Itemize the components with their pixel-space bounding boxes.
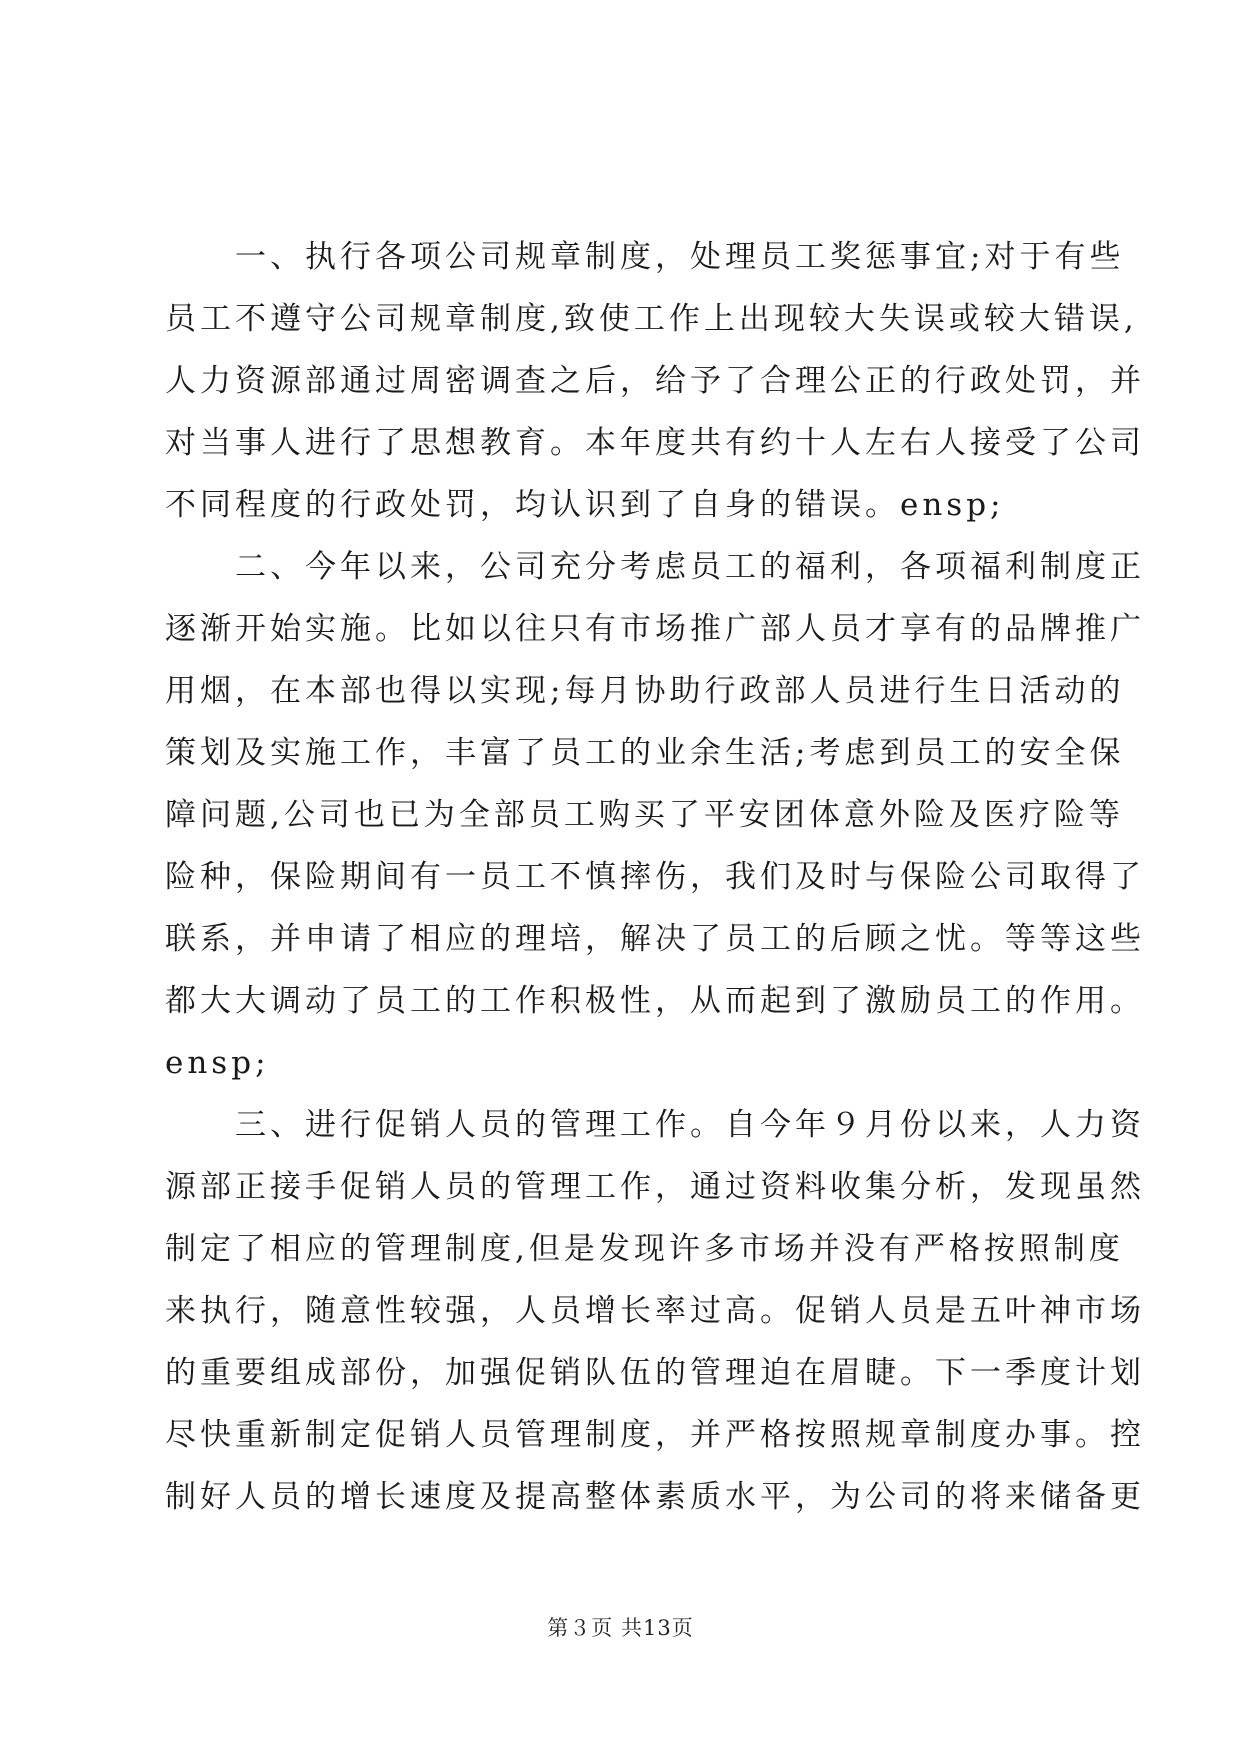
body-text [165, 226, 1145, 1528]
text-line: 对当事人进行了思想教育。本年度共有约十人左右人接受了公司 [165, 425, 1145, 461]
text-line: 不同程度的行政处罚，均认识到了自身的错误。ensp; [165, 487, 1005, 523]
text-line: 一、执行各项公司规章制度，处理员工奖惩事宜;对于有些 [235, 239, 1125, 275]
text-line: 制好人员的增长速度及提高整体素质水平，为公司的将来储备更 [165, 1479, 1145, 1515]
text-line: 制定了相应的管理制度,但是发现许多市场并没有严格按照制度 [165, 1231, 1124, 1267]
text-line: 逐渐开始实施。比如以往只有市场推广部人员才享有的品牌推广 [165, 611, 1145, 647]
page-number-footer: 第３页 共13页 [547, 1616, 694, 1640]
text-line: 障问题,公司也已为全部员工购买了平安团体意外险及医疗险等 [165, 797, 1124, 833]
text-line: 联系，并申请了相应的理培，解决了员工的后顾之忧。等等这些 [165, 921, 1145, 957]
text-line: 人力资源部通过周密调查之后，给予了合理公正的行政处罚，并 [165, 363, 1145, 399]
text-line: 员工不遵守公司规章制度,致使工作上出现较大失误或较大错误, [165, 301, 1138, 337]
text-line: 二、今年以来，公司充分考虑员工的福利，各项福利制度正 [235, 549, 1145, 585]
text-line: 用烟，在本部也得以实现;每月协助行政部人员进行生日活动的 [165, 673, 1125, 709]
text-line: 的重要组成部份，加强促销队伍的管理迫在眉睫。下一季度计划 [165, 1355, 1145, 1391]
text-line: 源部正接手促销人员的管理工作，通过资料收集分析，发现虽然 [165, 1169, 1145, 1205]
text-line: 尽快重新制定促销人员管理制度，并严格按照规章制度办事。控 [165, 1417, 1145, 1453]
text-line: 险种，保险期间有一员工不慎摔伤，我们及时与保险公司取得了 [165, 859, 1145, 895]
text-line: 都大大调动了员工的工作积极性，从而起到了激励员工的作用。 [165, 983, 1145, 1019]
text-line: ensp; [165, 1045, 270, 1081]
text-line: 策划及实施工作，丰富了员工的业余生活;考虑到员工的安全保 [165, 735, 1125, 771]
text-line: 来执行，随意性较强，人员增长率过高。促销人员是五叶神市场 [165, 1293, 1145, 1329]
text-line: 三、进行促销人员的管理工作。自今年９月份以来，人力资 [235, 1107, 1145, 1143]
